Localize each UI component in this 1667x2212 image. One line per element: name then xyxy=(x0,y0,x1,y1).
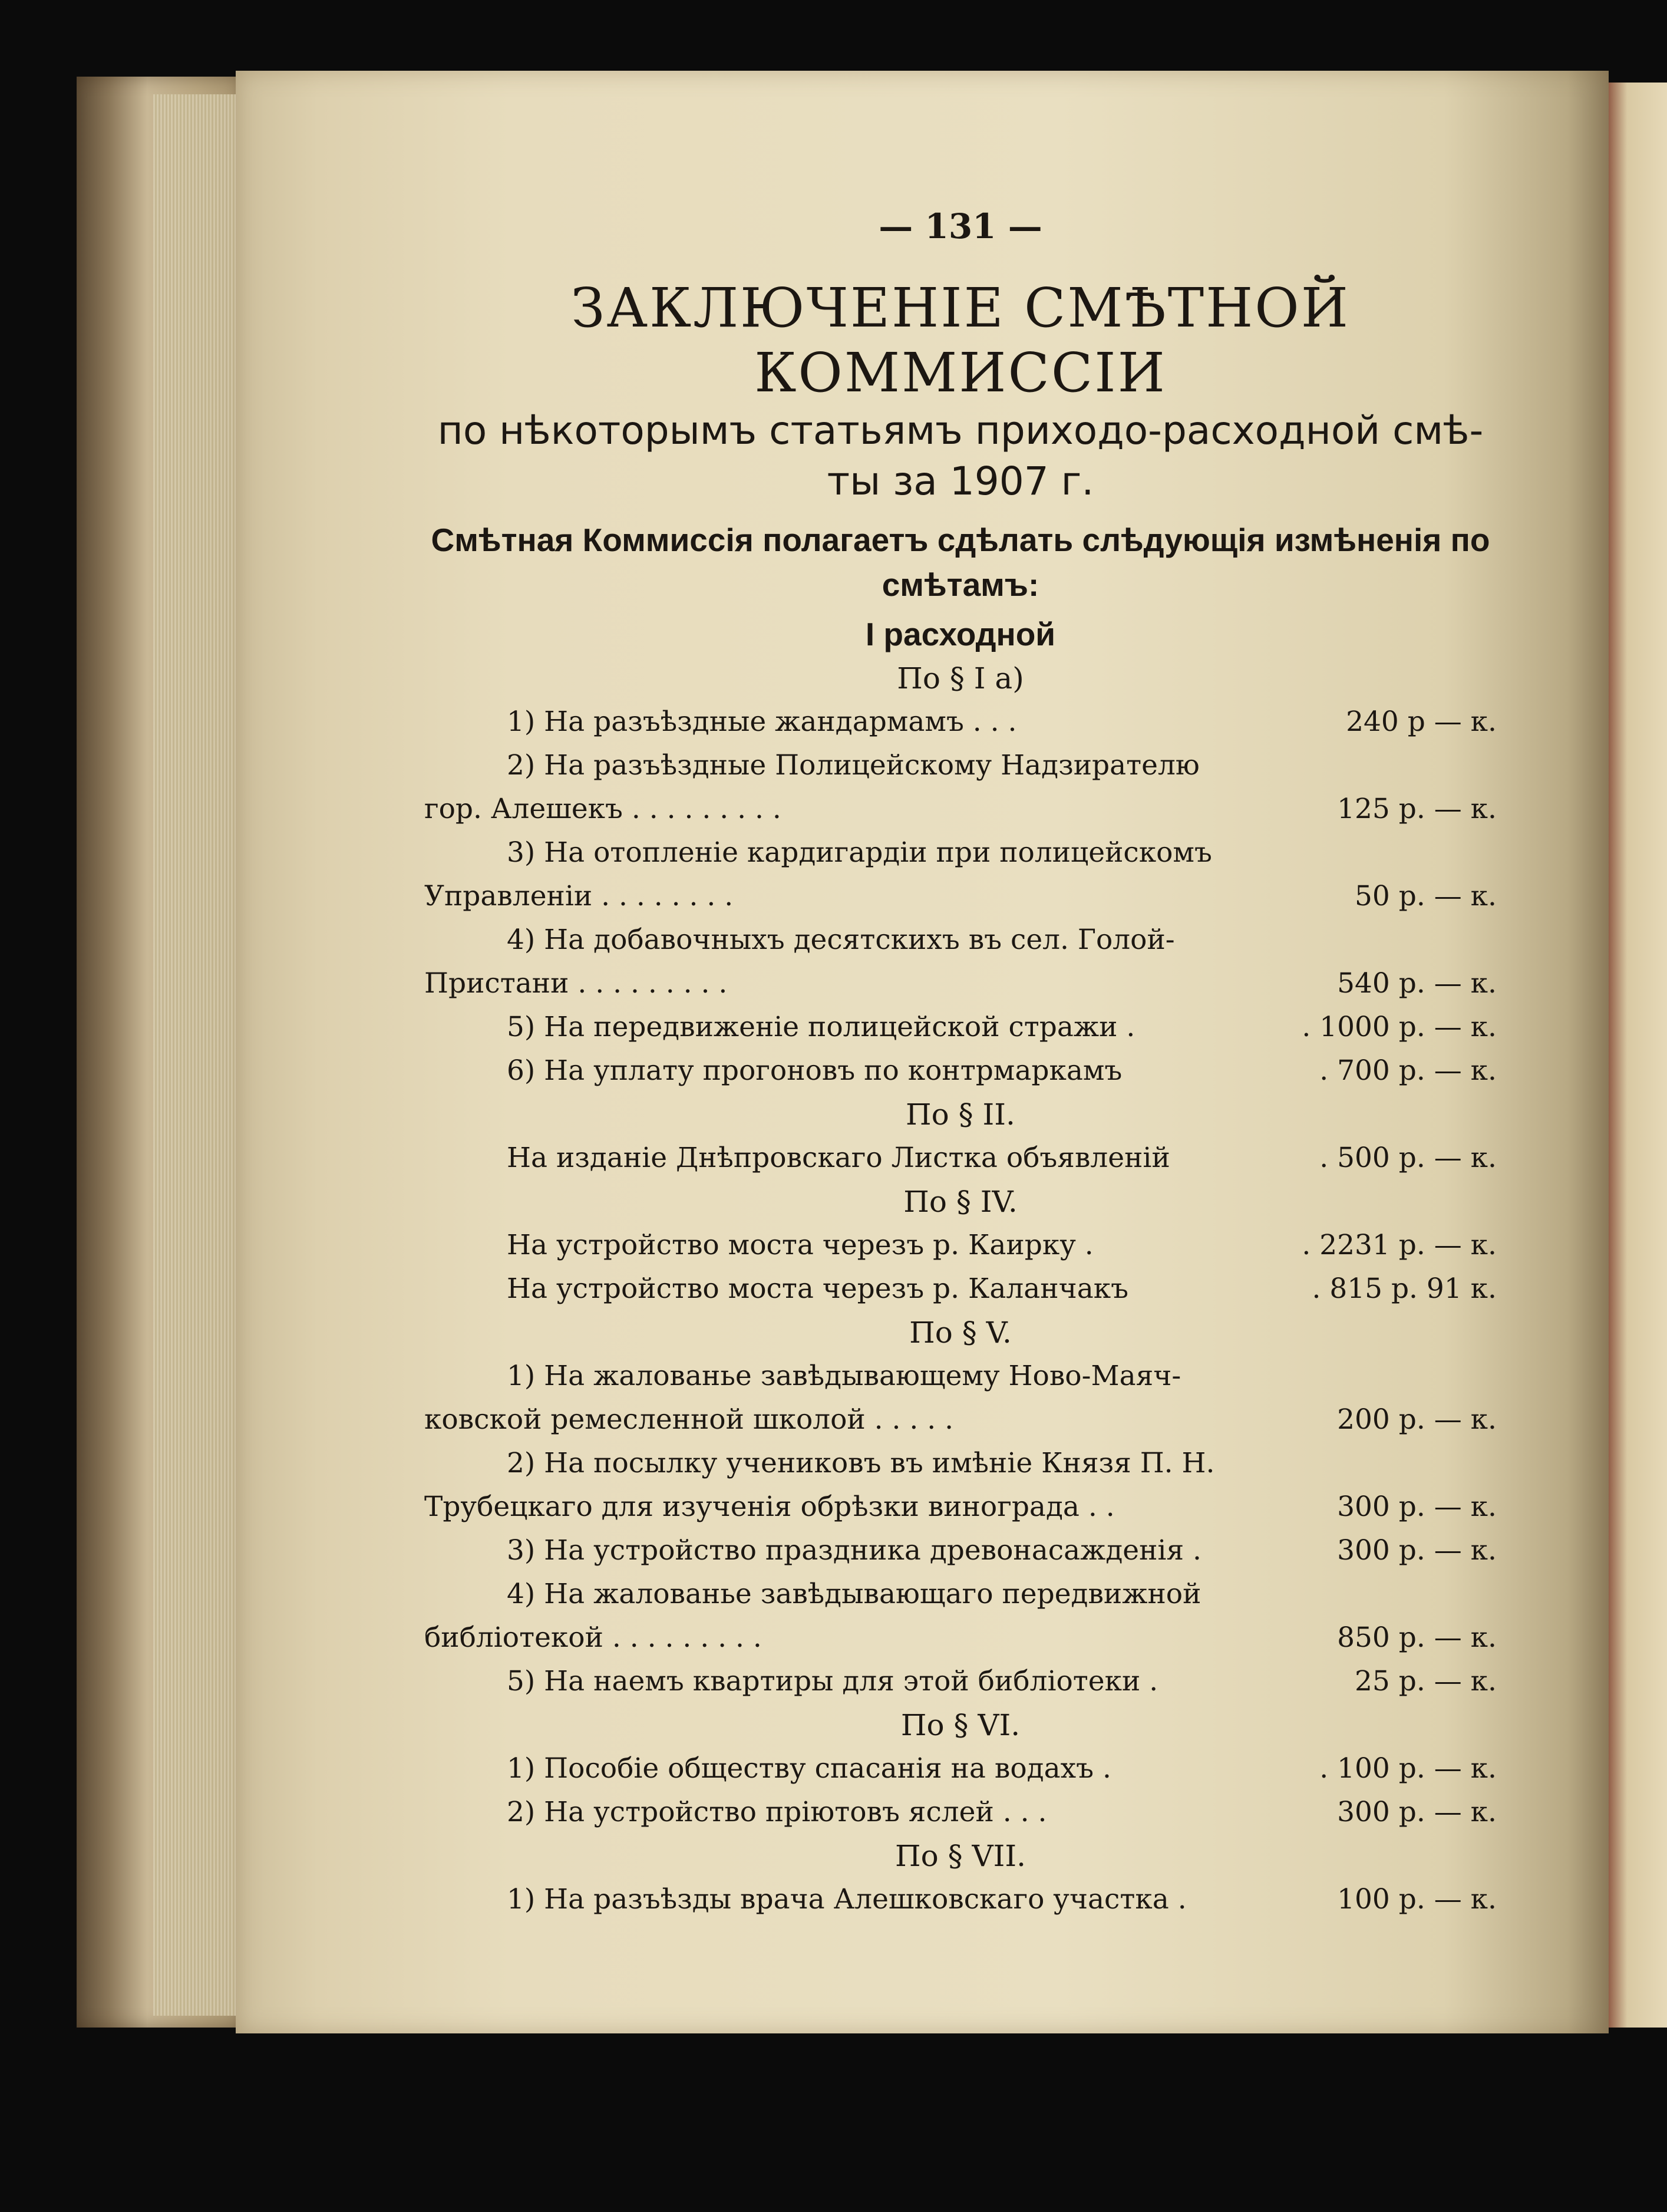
book-left-edge xyxy=(77,77,253,2028)
item-text: 1) На разъѣздные жандармамъ . . . xyxy=(507,706,1017,738)
budget-item xyxy=(424,1354,1497,1442)
item-amount: . 815 р. 91 к. xyxy=(1312,1273,1497,1305)
budget-item xyxy=(424,1442,1497,1529)
budget-item xyxy=(424,1267,1497,1311)
budget-item xyxy=(424,1573,1497,1660)
paragraph-heading: По § IV. xyxy=(903,1185,1018,1219)
item-text-continued: Управленіи . . . . . . . . xyxy=(424,880,734,912)
item-text-continued: библіотекой . . . . . . . . . xyxy=(424,1621,762,1654)
lead-line-2: смѣтамъ: xyxy=(882,566,1039,603)
budget-item xyxy=(424,918,1497,1006)
budget-item xyxy=(424,1006,1497,1049)
item-text: 2) На разъѣздные Полицейскому Надзирателю xyxy=(507,749,1200,782)
item-text: На изданіе Днѣпровскаго Листка объявленій xyxy=(507,1142,1170,1174)
paragraph-heading: По § II. xyxy=(906,1097,1015,1132)
paragraph-heading: По § I а) xyxy=(897,661,1024,695)
item-amount: . 100 р. — к. xyxy=(1319,1752,1497,1785)
lead-line-1: Смѣтная Коммиссія полагаетъ сдѣлать слѣдующія измѣненія по xyxy=(431,522,1490,558)
item-amount: 300 р. — к. xyxy=(1337,1534,1497,1567)
budget-item xyxy=(424,1747,1497,1791)
item-text: 5) На наемъ квартиры для этой библіотеки . xyxy=(507,1665,1158,1697)
item-text: 6) На уплату прогоновъ по контрмаркамъ xyxy=(507,1054,1123,1087)
item-amount: 25 р. — к. xyxy=(1355,1665,1497,1697)
item-text: 4) На добавочныхъ десятскихъ въ сел. Голой- xyxy=(507,924,1175,956)
budget-item xyxy=(424,1660,1497,1703)
item-amount: . 1000 р. — к. xyxy=(1302,1011,1497,1043)
item-text: 1) Пособіе обществу спасанія на водахъ . xyxy=(507,1752,1111,1785)
paragraph-heading: По § VI. xyxy=(900,1708,1021,1742)
item-text-continued: Пристани . . . . . . . . . xyxy=(424,967,728,1000)
item-text-continued: Трубецкаго для изученія обрѣзки винограда . . xyxy=(424,1491,1115,1523)
item-text-continued: гор. Алешекъ . . . . . . . . . xyxy=(424,793,781,825)
item-text: 3) На отопленіе кардигардіи при полицейскомъ xyxy=(507,836,1212,869)
budget-item xyxy=(424,700,1497,744)
item-amount: 300 р. — к. xyxy=(1337,1491,1497,1523)
subtitle-line-2: ты за 1907 г. xyxy=(827,459,1094,504)
item-amount: 240 р — к. xyxy=(1346,706,1497,738)
item-text: 3) На устройство праздника древонасажденія . xyxy=(507,1534,1201,1567)
budget-item xyxy=(424,1136,1497,1180)
budget-item xyxy=(424,831,1497,918)
subtitle-line-1: по нѣкоторымъ статьямъ приходо-расходной смѣ- xyxy=(437,408,1484,453)
item-amount: 50 р. — к. xyxy=(1355,880,1497,912)
item-amount: 100 р. — к. xyxy=(1337,1883,1497,1916)
page-number: — 131 — xyxy=(879,206,1042,246)
item-amount: 540 р. — к. xyxy=(1337,967,1497,1000)
item-text: 2) На посылку учениковъ въ имѣніе Князя П. Н. xyxy=(507,1447,1215,1479)
item-amount: 850 р. — к. xyxy=(1337,1621,1497,1654)
budget-item xyxy=(424,1878,1497,1921)
paragraph-heading: По § V. xyxy=(909,1316,1012,1350)
item-text: 1) На разъѣзды врача Алешковскаго участка . xyxy=(507,1883,1187,1916)
item-amount: 125 р. — к. xyxy=(1337,793,1497,825)
item-text: 2) На устройство пріютовъ яслей . . . xyxy=(507,1796,1047,1828)
item-text: 1) На жалованье завѣдывающему Ново-Маяч- xyxy=(507,1360,1181,1392)
item-text: На устройство моста черезъ р. Каирку . xyxy=(507,1229,1094,1261)
item-amount: . 500 р. — к. xyxy=(1319,1142,1497,1174)
item-text: 5) На передвиженіе полицейской стражи . xyxy=(507,1011,1135,1043)
item-text: На устройство моста черезъ р. Каланчакъ xyxy=(507,1273,1128,1305)
section-heading: I расходной xyxy=(865,616,1056,652)
item-text-continued: ковской ремесленной школой . . . . . xyxy=(424,1403,954,1436)
item-text: 4) На жалованье завѣдывающаго передвижной xyxy=(507,1578,1201,1610)
item-amount: 300 р. — к. xyxy=(1337,1796,1497,1828)
budget-item xyxy=(424,1529,1497,1573)
item-amount: . 2231 р. — к. xyxy=(1302,1229,1497,1261)
item-amount: . 700 р. — к. xyxy=(1319,1054,1497,1087)
budget-item xyxy=(424,1049,1497,1093)
budget-item xyxy=(424,1791,1497,1834)
page-content xyxy=(424,206,1497,1921)
budget-item xyxy=(424,744,1497,831)
budget-item xyxy=(424,1224,1497,1267)
paragraph-heading: По § VII. xyxy=(895,1839,1026,1873)
page-title: ЗАКЛЮЧЕНІЕ СМѢТНОЙ КОММИССІИ xyxy=(571,276,1350,404)
item-amount: 200 р. — к. xyxy=(1337,1403,1497,1436)
